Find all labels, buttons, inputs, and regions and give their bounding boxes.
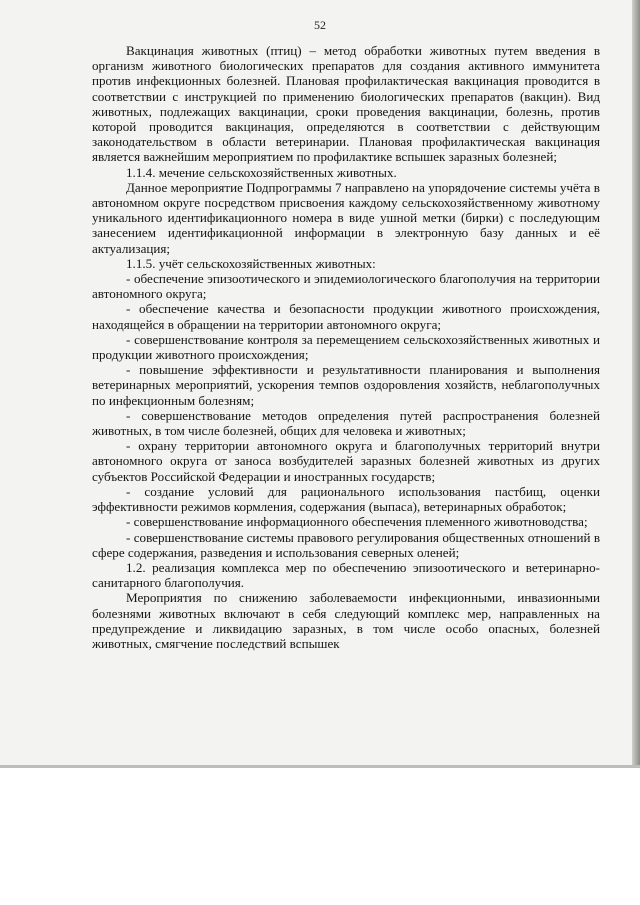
list-item: - охрану территории автономного округа и благополучных территорий внутри автономного округа от заноса возбудителей заразных болезней животных из других субъектов Российской Федерации и иностранных государств; [92,438,600,484]
page-bottom-edge [0,765,640,768]
list-item: - совершенствование системы правового регулирования общественных отношений в сфере содержания, разведения и использования северных оленей; [92,529,600,560]
list-item: - обеспечение качества и безопасности продукции животного происхождения, находящейся в обращении на территории автономного округа; [92,301,600,332]
list-item: - создание условий для рационального использования пастбищ, оценки эффективности режимов кормления, содержания (выпаса), ветеринарных обработок; [92,483,600,515]
page-edge-shadow [632,0,640,768]
paragraph-measures: Мероприятия по снижению заболеваемости инфекционными, инвазионными болезнями животных включают в себя следующий комплекс мер, направленных на предупреждение и ликвидацию заразных, в том числе особо опасных, болезней животных, смягчение последствий вспышек [92,590,600,651]
paragraph-vaccination: Вакцинация животных (птиц) – метод обработки животных путем введения в организм животного биологических препаратов для создания активного иммунитета против инфекционных болезней. Плановая профилактическая вакцинация проводится в соответствии с инструкцией по применению биологических препаратов (вакцин). Вид животных, подлежащих вакцинации, сроки проведения вакцинации, болезнь, против которой проводится вакцинация, определяются в соответствии с действующим законодательством в области ветеринарии. Плановая профилактическая вакцинация является важнейшим мероприятием по профилактике вспышек заразных болезней; [92,43,600,165]
list-item: - обеспечение эпизоотического и эпидемиологического благополучия на территории автономного округа; [92,271,600,302]
page-body [92,43,600,651]
list-item: - совершенствование методов определения путей распространения болезней животных, в том числе болезней, общих для человека и животных; [92,407,600,439]
paragraph-heading-1-2: 1.2. реализация комплекса мер по обеспечению эпизоотического и ветеринарно-санитарного благополучия. [92,559,600,591]
page-number: 52 [314,18,326,32]
list-item: - повышение эффективности и результативности планирования и выполнения ветеринарных мероприятий, ускорения темпов оздоровления хозяйств, неблагополучных по инфекционным болезням; [92,362,600,408]
list-item: - совершенствование контроля за перемещением сельскохозяйственных животных и продукции животного происхождения; [92,331,600,363]
paragraph-heading-1-1-4: 1.1.4. мечение сельскохозяйственных животных. [126,164,397,180]
list-item: - совершенствование информационного обеспечения племенного животноводства; [126,514,588,530]
paragraph-heading-1-1-5: 1.1.5. учёт сельскохозяйственных животных: [126,255,376,271]
paragraph-tagging: Данное мероприятие Подпрограммы 7 направлено на упорядочение системы учёта в автономном округе посредством присвоения каждому сельскохозяйственному животному уникального идентификационного номера в виде ушной метки (бирки) с последующим занесением идентификационной информации в электронную базу данных и её актуализация; [92,179,600,256]
